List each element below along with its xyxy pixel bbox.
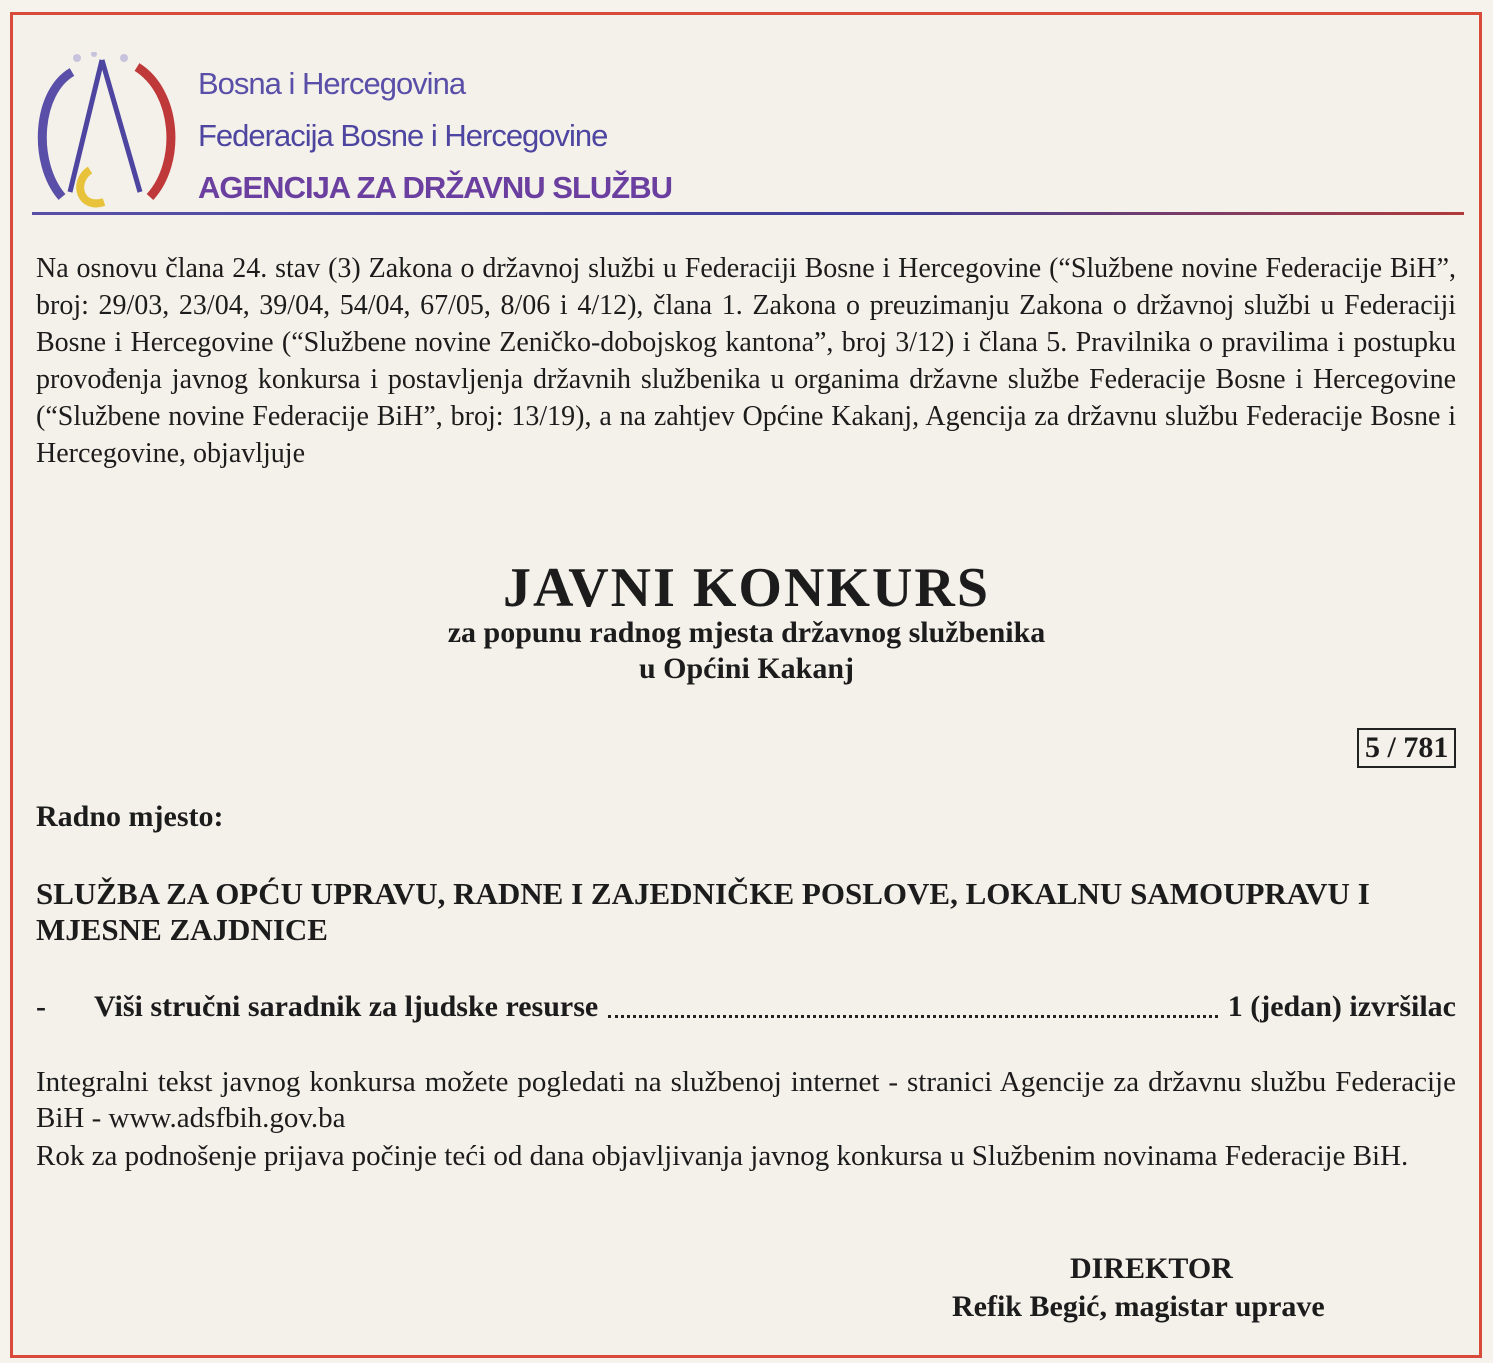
signature-name: Refik Begić, magistar uprave [952,1290,1325,1323]
position-dash: - [36,990,46,1023]
subtitle-line-1: za popunu radnog mjesta državnog službenika [447,616,1046,649]
deadline-paragraph: Rok za podnošenje prijava počinje teći od dana objavljivanja javnog konkursa u Službenim novinama Federacije BiH. [36,1140,1409,1172]
position-count: 1 (jedan) izvršilac [1227,990,1456,1023]
integral-text-paragraph: Integralni tekst javnog konkursa možete pogledati na službenoj internet - stranici Agencije za državnu službu Federacije BiH - www.adsfbih.gov.ba [36,1066,1456,1134]
position-row [36,990,1456,1026]
header-line-agency: AGENCIJA ZA DRŽAVNU SLUŽBU [198,170,673,205]
signature-role: DIREKTOR [1070,1252,1233,1285]
header-line-country: Bosna i Hercegovina [198,66,466,101]
position-title: Viši stručni saradnik za ljudske resurse [94,990,599,1023]
subtitle-line-2: u Općini Kakanj [638,652,855,685]
dotted-leader [608,1014,1218,1018]
header-line-federation: Federacija Bosne i Hercegovine [198,118,608,153]
header-divider [32,212,1464,215]
agency-logo-icon [32,52,182,212]
radno-mjesto-label: Radno mjesto: [36,800,224,833]
reference-number-badge: 5 / 781 [1357,728,1456,768]
intro-paragraph: Na osnovu člana 24. stav (3) Zakona o državnoj službi u Federaciji Bosne i Hercegovine (“Službene novine Federacije BiH”, broj: 29/03, 23/04, 39/04, 54/04, 67/05, 8/06 i 4/12), člana 1. Zakona o preuzimanju Zakona o državnoj službi u Federaciji Bosne i Hercegovine (“Službene novine Zeničko-dobojskog kantona”, broj 3/12) i člana 5. Pravilnika o pravilima i postupku provođenja javnog konkursa i postavljenja državnih službenika u organima državne službe Federacije Bosne i Hercegovine (“Službene novine Federacije BiH”, broj: 13/19), a na zahtjev Općine Kakanj, Agencija za državnu službu Federacije Bosne i Hercegovine, objavljuje [36,253,1456,469]
agency-header [22,40,1462,220]
department-name: SLUŽBA ZA OPĆU UPRAVU, RADNE I ZAJEDNIČKE POSLOVE, LOKALNU SAMOUPRAVU I MJESNE ZAJDNICE [36,876,1370,947]
page-title: JAVNI KONKURS [502,557,991,619]
